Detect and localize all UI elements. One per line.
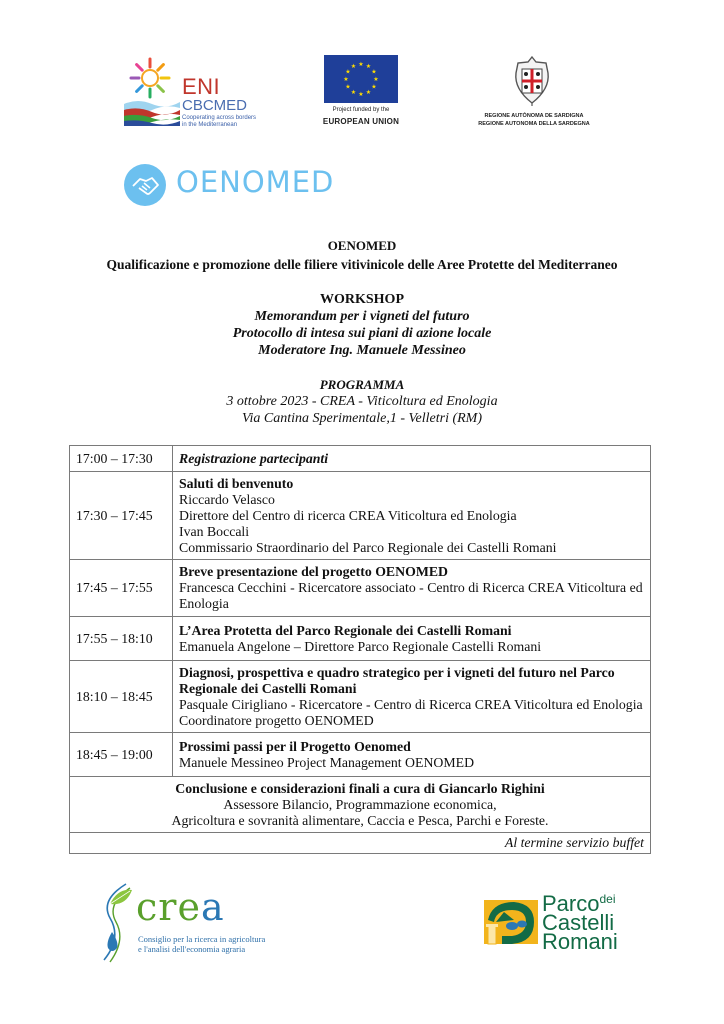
table-row (70, 777, 651, 833)
event-date-venue: 3 ottobre 2023 - CREA - Viticoltura ed Enologia (226, 394, 498, 409)
time-cell: 18:45 – 19:00 (70, 733, 173, 777)
crea-logo (96, 880, 266, 964)
crea-wordmark (136, 885, 225, 929)
schedule-table (69, 445, 651, 854)
session-cell (173, 733, 651, 777)
parco-emblem-icon (482, 896, 540, 950)
workshop-heading: WORKSHOP (319, 292, 404, 307)
programma-heading: PROGRAMMA (319, 377, 405, 392)
parco-line-2: Castelli (542, 910, 615, 935)
conclusion-line-2: Agricoltura e sovranità alimentare, Caccia e Pesca, Parchi e Foreste. (171, 812, 549, 828)
table-row (70, 560, 651, 617)
sun-people-icon (128, 56, 172, 100)
session-cell (173, 617, 651, 661)
session-title: L’Area Protetta del Parco Regionale dei Castelli Romani (179, 622, 512, 638)
session-detail: Manuele Messineo Project Management OENOMED (179, 754, 475, 770)
session-title: Saluti di benvenuto (179, 475, 294, 491)
svg-text:★: ★ (350, 89, 357, 96)
dna-leaf-icon (96, 880, 136, 964)
svg-text:★: ★ (365, 89, 372, 96)
handshake-icon (124, 164, 166, 206)
oenomed-wordmark: OENOMED (176, 165, 335, 199)
waves-icon (124, 98, 180, 126)
parco-line-3: Romani (542, 929, 618, 954)
crea-subtitle-1: Consiglio per la ricerca in agricoltura (138, 934, 266, 944)
session-detail: Direttore del Centro di ricerca CREA Viticoltura ed Enologia (179, 507, 517, 523)
svg-text:★: ★ (345, 68, 351, 76)
svg-text:★: ★ (350, 63, 357, 70)
session-title: Prossimi passi per il Progetto Oenomed (179, 738, 411, 754)
svg-text:★: ★ (371, 83, 377, 91)
crea-wordmark-green: cre (136, 885, 201, 929)
table-row (70, 733, 651, 777)
parco-castelli-romani-logo (482, 890, 622, 954)
eni-tagline (182, 115, 256, 128)
crea-subtitle-2: e l'analisi dell'economia agraria (138, 944, 246, 954)
crea-wordmark-blue: a (200, 885, 225, 929)
svg-text:★: ★ (371, 68, 377, 76)
time-cell: 17:55 – 18:10 (70, 617, 173, 661)
regione-sardegna-logo (468, 55, 600, 131)
eu-union-text: EUROPEAN UNION (322, 117, 400, 126)
svg-text:★: ★ (358, 91, 364, 98)
buffet-note: Al termine servizio buffet (70, 833, 651, 854)
time-cell: 17:45 – 17:55 (70, 560, 173, 617)
workshop-line-1: Memorandum per i vigneti del futuro (254, 309, 470, 324)
session-detail: Emanuela Angelone – Direttore Parco Regionale Castelli Romani (179, 638, 542, 654)
session-detail: Ivan Boccali (179, 523, 250, 539)
project-subtitle: Qualificazione e promozione delle filiere vitivinicole delle Aree Protette del Mediterraneo (106, 257, 618, 272)
eu-flag-icon (324, 55, 398, 103)
sardegna-line-1: REGIONE AUTÒNOMA DE SARDIGNA (484, 113, 584, 119)
workshop-line-3: Moderatore Ing. Manuele Messineo (258, 343, 466, 358)
time-cell: 17:30 – 17:45 (70, 472, 173, 560)
table-row (70, 446, 651, 472)
project-title: OENOMED (327, 238, 397, 253)
cbcmed-wordmark: CBCMED (182, 97, 248, 114)
conclusion-line-1: Assessore Bilancio, Programmazione economica, (223, 796, 497, 812)
session-detail: Commissario Straordinario del Parco Regionale dei Castelli Romani (179, 539, 557, 555)
session-cell (173, 560, 651, 617)
svg-text:★: ★ (358, 61, 364, 68)
time-cell: 18:10 – 18:45 (70, 661, 173, 733)
svg-text:★: ★ (345, 83, 351, 91)
parco-word: Parco (542, 891, 600, 916)
workshop-line-2: Protocollo di intesa sui piani di azione locale (232, 326, 492, 341)
sardegna-line-2: REGIONE AUTONOMA DELLA SARDEGNA (478, 121, 590, 127)
session-cell (173, 661, 651, 733)
eu-logo (322, 55, 402, 131)
session-detail: Francesca Cecchini - Ricercatore associato - Centro di Ricerca CREA Viticoltura ed Enologia (179, 580, 643, 611)
eni-wordmark: ENI (182, 74, 221, 99)
session-detail: Riccardo Velasco (179, 491, 275, 507)
session-title: Breve presentazione del progetto OENOMED (179, 564, 449, 579)
session-detail: Pasquale Cirigliano - Ricercatore - Centro di Ricerca CREA Viticoltura ed Enologia Coordinatore progetto OENOMED (179, 696, 643, 728)
svg-text:★: ★ (365, 63, 372, 70)
conclusion-cell (70, 777, 651, 833)
oenomed-logo (124, 162, 364, 208)
eni-tagline-line-2: in the Mediterranean (182, 121, 238, 128)
table-row (70, 833, 651, 854)
table-row (70, 661, 651, 733)
svg-text:★: ★ (373, 76, 379, 83)
eni-tagline-line-1: Cooperating across borders (182, 115, 257, 121)
time-cell: 17:00 – 17:30 (70, 446, 173, 472)
session-title: Diagnosi, prospettiva e quadro strategico per i vigneti del futuro nel Parco Regionale dei Castelli Romani (179, 664, 615, 696)
svg-text:★: ★ (343, 76, 349, 83)
session-cell (173, 472, 651, 560)
conclusion-title: Conclusione e considerazioni finali a cura di Giancarlo Righini (175, 780, 545, 796)
sardinia-crest-icon (510, 55, 554, 107)
parco-dei-word: dei (599, 892, 616, 906)
eni-cbcmed-logo (124, 56, 274, 128)
event-address: Via Cantina Sperimentale,1 - Velletri (RM) (241, 411, 483, 426)
eu-funded-text: Project funded by the (332, 107, 390, 113)
session-title: Registrazione partecipanti (173, 446, 651, 472)
table-row (70, 617, 651, 661)
table-row (70, 472, 651, 560)
